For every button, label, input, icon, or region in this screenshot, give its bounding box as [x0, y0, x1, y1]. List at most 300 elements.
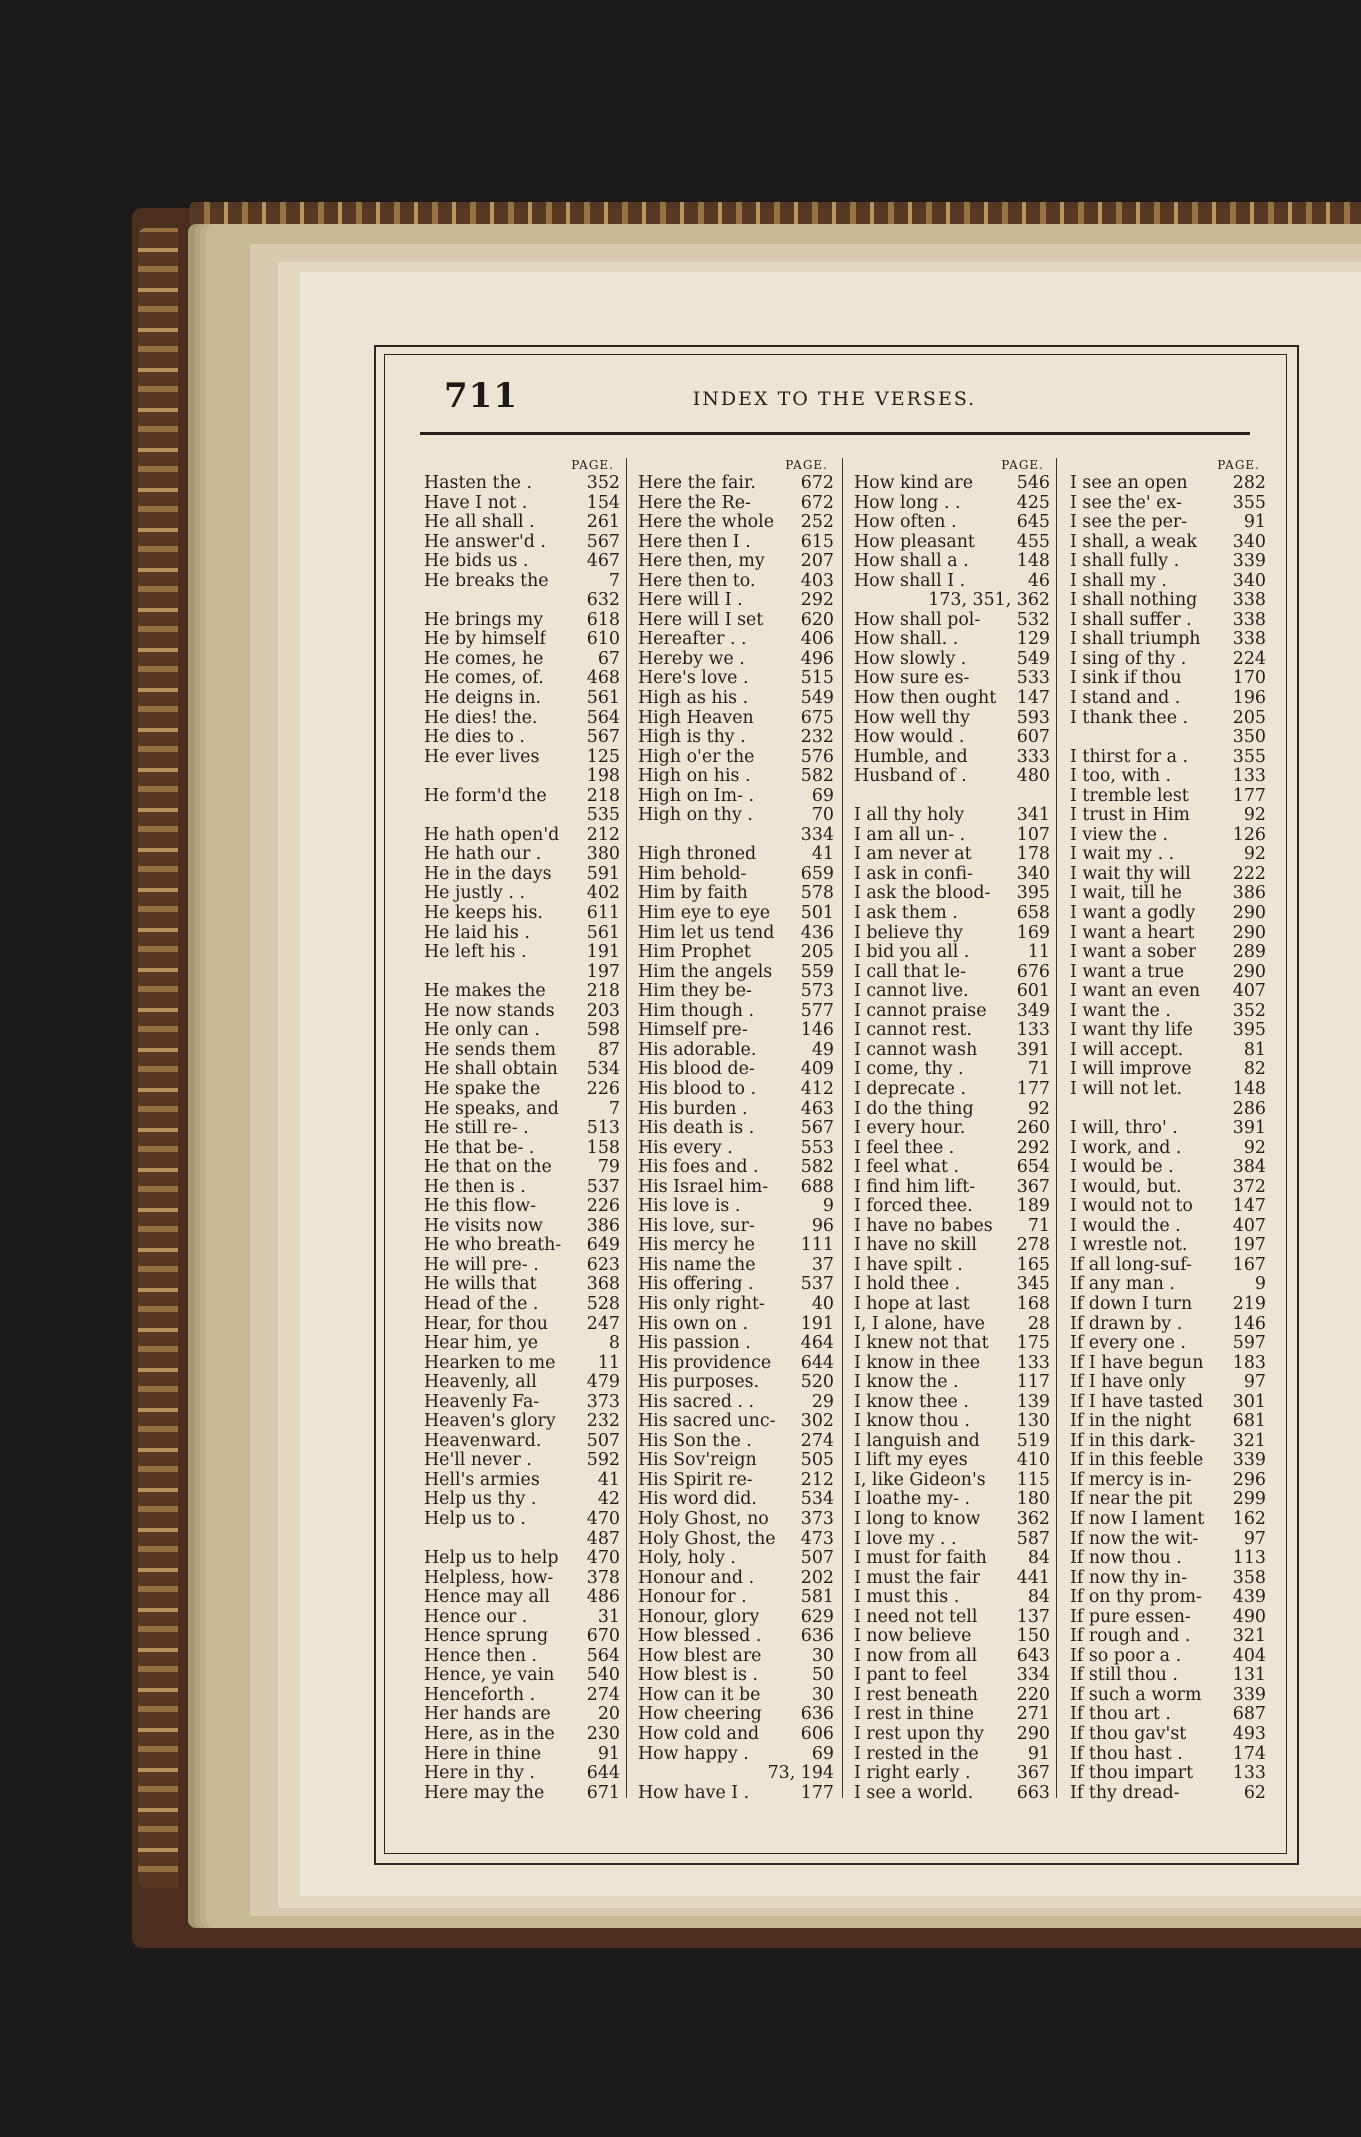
- index-entry: [854, 1021, 1050, 1041]
- entry-page: 567: [586, 532, 620, 552]
- index-entry: [1070, 1588, 1266, 1608]
- entry-page: 559: [800, 962, 834, 982]
- index-entry: [1070, 904, 1266, 924]
- entry-page: 549: [800, 689, 834, 709]
- index-entry: [1070, 1236, 1266, 1256]
- entry-page: 226: [586, 1079, 620, 1099]
- index-entry: [638, 709, 834, 729]
- entry-page: 218: [586, 786, 620, 806]
- entry-page: 338: [1232, 591, 1266, 611]
- entry-first-line: How slowly .: [854, 649, 967, 669]
- entry-first-line: How shall. .: [854, 630, 959, 650]
- index-entry: [638, 689, 834, 709]
- entry-first-line: Her hands are: [424, 1705, 551, 1725]
- entry-first-line: High as his .: [638, 689, 749, 709]
- index-entry: [638, 1490, 834, 1510]
- entry-page: 69: [811, 786, 834, 806]
- entry-first-line: I would the .: [1070, 1216, 1181, 1236]
- entry-first-line: Hear, for thou: [424, 1314, 548, 1334]
- entry-first-line: He now stands: [424, 1001, 555, 1021]
- index-entry: [424, 1021, 620, 1041]
- entry-first-line: He this flow-: [424, 1197, 537, 1217]
- entry-page: 230: [586, 1725, 620, 1744]
- index-entry: [638, 1647, 834, 1667]
- index-entry: [424, 1139, 620, 1159]
- entry-page: 92: [1243, 806, 1266, 826]
- entry-first-line: I rest in thine: [854, 1705, 974, 1725]
- entry-first-line: I want an even: [1070, 982, 1201, 1002]
- entry-page: 133: [1016, 1021, 1050, 1041]
- entry-page: 87: [597, 1040, 620, 1060]
- index-entry: [424, 845, 620, 865]
- entry-page: 191: [800, 1314, 834, 1334]
- index-entry: [638, 1725, 834, 1745]
- index-entry: [424, 1354, 620, 1374]
- index-entry: [854, 1393, 1050, 1413]
- entry-page: 553: [800, 1138, 834, 1158]
- entry-first-line: Heaven's glory: [424, 1412, 556, 1432]
- entry-first-line: His Son the .: [638, 1431, 752, 1451]
- index-entry: [1070, 884, 1266, 904]
- entry-page: 581: [800, 1588, 834, 1608]
- entry-first-line: He makes the: [424, 982, 546, 1002]
- entry-first-line: If thou hast .: [1070, 1744, 1183, 1764]
- entry-page: 592: [586, 1451, 620, 1471]
- entry-page: 520: [800, 1373, 834, 1393]
- header-rule: [420, 432, 1250, 435]
- entry-page: 289: [1232, 943, 1266, 963]
- index-entry: [854, 1784, 1050, 1804]
- entry-first-line: Hearken to me: [424, 1353, 556, 1373]
- entry-first-line: Here may the: [424, 1783, 545, 1803]
- index-entry: [424, 669, 620, 689]
- index-entry: [854, 1275, 1050, 1295]
- entry-first-line: I believe thy: [854, 923, 963, 943]
- entry-first-line: Him eye to eye: [638, 904, 771, 924]
- index-entry: [638, 1236, 834, 1256]
- index-entry: [1070, 845, 1266, 865]
- index-entry: [638, 1627, 834, 1647]
- index-entry: [854, 533, 1050, 553]
- entry-page: 69: [811, 1744, 834, 1764]
- entry-first-line: He still re- .: [424, 1119, 529, 1139]
- index-entry: [854, 709, 1050, 729]
- column-heading: PAGE.: [785, 458, 828, 472]
- entry-first-line: If I have begun: [1070, 1353, 1204, 1373]
- entry-page: 546: [1016, 474, 1050, 493]
- entry-page: 441: [1016, 1568, 1050, 1588]
- entry-page: 671: [586, 1783, 620, 1803]
- entry-first-line: I rest upon thy: [854, 1725, 984, 1744]
- entry-first-line: How long . .: [854, 493, 961, 513]
- entry-page: 350: [1232, 728, 1266, 748]
- entry-first-line: He that be- .: [424, 1138, 535, 1158]
- index-entry: [638, 1060, 834, 1080]
- entry-page: 129: [1016, 630, 1050, 650]
- entry-first-line: How cheering: [638, 1705, 762, 1725]
- entry-first-line: I ask in confi-: [854, 864, 973, 884]
- entry-first-line: I sing of thy .: [1070, 649, 1187, 669]
- entry-first-line: Here in thine: [424, 1744, 542, 1764]
- entry-first-line: His purposes.: [638, 1373, 760, 1393]
- entry-page: 643: [1016, 1646, 1050, 1666]
- index-entry: [424, 1647, 620, 1667]
- index-entry: [1070, 1432, 1266, 1452]
- entry-page: 455: [1016, 532, 1050, 552]
- entry-page: 644: [586, 1764, 620, 1784]
- entry-first-line: I must the fair: [854, 1568, 981, 1588]
- entry-first-line: I find him lift-: [854, 1177, 976, 1197]
- entry-first-line: If in this dark-: [1070, 1431, 1196, 1451]
- entry-page: 7: [608, 1099, 620, 1119]
- entry-first-line: I now from all: [854, 1646, 978, 1666]
- entry-page: 645: [1016, 513, 1050, 533]
- entry-page: 247: [586, 1314, 620, 1334]
- index-entry: [424, 1549, 620, 1569]
- entry-page: 367: [1016, 1764, 1050, 1784]
- index-entry: [424, 1627, 620, 1647]
- entry-page: 62: [1243, 1783, 1266, 1803]
- index-entry: [638, 669, 834, 689]
- index-entry: [638, 533, 834, 553]
- entry-page: 395: [1232, 1021, 1266, 1041]
- entry-first-line: I cannot wash: [854, 1040, 978, 1060]
- index-entry: [638, 1510, 834, 1530]
- index-entry: [424, 1119, 620, 1139]
- index-entry: [854, 1471, 1050, 1491]
- entry-first-line: He by himself: [424, 630, 546, 650]
- entry-first-line: How pleasant: [854, 532, 975, 552]
- index-entry: [424, 572, 620, 592]
- index-entry: [424, 689, 620, 709]
- entry-first-line: I hope at last: [854, 1294, 970, 1314]
- entry-page: 41: [597, 1470, 620, 1490]
- entry-page: 219: [1232, 1294, 1266, 1314]
- entry-first-line: Here's love .: [638, 669, 749, 689]
- entry-first-line: He justly . .: [424, 884, 525, 904]
- entry-page: 480: [1016, 767, 1050, 787]
- index-entry: [638, 1549, 834, 1569]
- entry-first-line: I sink if thou: [1070, 669, 1182, 689]
- index-entry: [854, 591, 1050, 611]
- entry-first-line: I would, but.: [1070, 1177, 1182, 1197]
- entry-page: 391: [1016, 1040, 1050, 1060]
- entry-first-line: I am all un- .: [854, 825, 966, 845]
- entry-page: 340: [1016, 864, 1050, 884]
- entry-page: 687: [1232, 1705, 1266, 1725]
- entry-page: 386: [586, 1216, 620, 1236]
- index-entry: [424, 1764, 620, 1784]
- index-entry: [638, 591, 834, 611]
- entry-first-line: I see an open: [1070, 474, 1188, 493]
- index-entry: [424, 1451, 620, 1471]
- index-entry: [854, 572, 1050, 592]
- entry-first-line: Here will I set: [638, 610, 764, 630]
- entry-first-line: If every one .: [1070, 1334, 1186, 1354]
- index-entry: [424, 709, 620, 729]
- entry-page: 146: [1232, 1314, 1266, 1334]
- entry-page: 564: [586, 708, 620, 728]
- entry-page: 290: [1232, 904, 1266, 924]
- entry-first-line: I know thou .: [854, 1412, 970, 1432]
- entry-page: 139: [1016, 1392, 1050, 1412]
- entry-first-line: Help us thy .: [424, 1490, 537, 1510]
- page-header: [384, 370, 1285, 430]
- entry-first-line: He laid his .: [424, 923, 530, 943]
- entry-page: 535: [586, 806, 620, 826]
- entry-first-line: Heavenly Fa-: [424, 1392, 540, 1412]
- entry-page: 425: [1016, 493, 1050, 513]
- entry-page: 534: [800, 1490, 834, 1510]
- entry-page: 92: [1243, 1138, 1266, 1158]
- index-entry: [1070, 1608, 1266, 1628]
- entry-page: 468: [586, 669, 620, 689]
- entry-page: 220: [1016, 1685, 1050, 1705]
- entry-first-line: Here the fair.: [638, 474, 756, 493]
- index-entry: [638, 1178, 834, 1198]
- entry-first-line: Heavenly, all: [424, 1373, 537, 1393]
- entry-first-line: He keeps his.: [424, 904, 543, 924]
- entry-first-line: I lift my eyes: [854, 1451, 968, 1471]
- index-entry: [638, 767, 834, 787]
- entry-page: 133: [1232, 1764, 1266, 1784]
- index-entry: [424, 943, 620, 963]
- entry-first-line: I cannot praise: [854, 1001, 987, 1021]
- entry-page: 338: [1232, 610, 1266, 630]
- index-column-3: [854, 456, 1050, 1803]
- entry-first-line: I view the .: [1070, 825, 1169, 845]
- entry-page: 549: [1016, 649, 1050, 669]
- entry-page: 384: [1232, 1158, 1266, 1178]
- index-entry: [424, 533, 620, 553]
- index-entry: [1070, 1315, 1266, 1335]
- entry-page: 464: [800, 1334, 834, 1354]
- index-entry: [854, 767, 1050, 787]
- entry-page: 73, 194: [767, 1764, 834, 1784]
- index-entry: [638, 1002, 834, 1022]
- entry-first-line: Hence may all: [424, 1588, 550, 1608]
- index-entry: [1070, 1275, 1266, 1295]
- entry-first-line: High on thy .: [638, 806, 753, 826]
- index-entry: [1070, 728, 1266, 748]
- index-entry: [424, 591, 620, 611]
- entry-first-line: I all thy holy: [854, 806, 965, 826]
- entry-page: 191: [586, 943, 620, 963]
- index-entry: [638, 1080, 834, 1100]
- index-entry: [1070, 1295, 1266, 1315]
- index-entry: [854, 1197, 1050, 1217]
- entry-first-line: Him though .: [638, 1001, 754, 1021]
- entry-first-line: I would be .: [1070, 1158, 1174, 1178]
- entry-page: 676: [1016, 962, 1050, 982]
- index-entry: [1070, 1686, 1266, 1706]
- entry-first-line: High is thy .: [638, 728, 746, 748]
- entry-first-line: I long to know: [854, 1509, 981, 1529]
- entry-first-line: Here will I .: [638, 591, 743, 611]
- entry-page: 672: [800, 474, 834, 493]
- index-entry: [424, 826, 620, 846]
- entry-first-line: If thou gav'st: [1070, 1725, 1187, 1744]
- index-entry: [854, 474, 1050, 494]
- entry-page: 165: [1016, 1255, 1050, 1275]
- index-entry: [1070, 748, 1266, 768]
- index-entry: [854, 1647, 1050, 1667]
- entry-page: 486: [586, 1588, 620, 1608]
- entry-page: 407: [1232, 982, 1266, 1002]
- entry-page: 654: [1016, 1158, 1050, 1178]
- index-entry: [424, 1236, 620, 1256]
- entry-page: 339: [1232, 1451, 1266, 1471]
- entry-first-line: I shall suffer .: [1070, 610, 1192, 630]
- entry-page: 487: [586, 1529, 620, 1549]
- index-entry: [1070, 1334, 1266, 1354]
- index-entry: [854, 845, 1050, 865]
- entry-page: 395: [1016, 884, 1050, 904]
- entry-first-line: I need not tell: [854, 1607, 978, 1627]
- entry-first-line: His providence: [638, 1353, 772, 1373]
- entry-page: 286: [1232, 1099, 1266, 1119]
- entry-page: 561: [586, 689, 620, 709]
- entry-first-line: He that on the: [424, 1158, 552, 1178]
- index-entry: [854, 1569, 1050, 1589]
- entry-first-line: I want thy life: [1070, 1021, 1193, 1041]
- index-entry: [854, 865, 1050, 885]
- entry-page: 173, 351, 362: [928, 591, 1050, 611]
- entry-first-line: I see the' ex-: [1070, 493, 1182, 513]
- entry-page: 623: [586, 1255, 620, 1275]
- entry-page: 567: [800, 1119, 834, 1139]
- entry-page: 67: [597, 649, 620, 669]
- entry-first-line: If now thy in-: [1070, 1568, 1188, 1588]
- entry-page: 352: [586, 474, 620, 493]
- entry-first-line: I want a godly: [1070, 904, 1196, 924]
- entry-first-line: I will, thro' .: [1070, 1119, 1178, 1139]
- entry-first-line: He bids us .: [424, 552, 529, 572]
- entry-first-line: Hence sprung: [424, 1627, 549, 1647]
- index-entry: [638, 1745, 834, 1765]
- index-entry: [1070, 1158, 1266, 1178]
- entry-first-line: If thou impart: [1070, 1764, 1194, 1784]
- entry-page: 137: [1016, 1607, 1050, 1627]
- index-entry: [638, 904, 834, 924]
- entry-page: 81: [1243, 1040, 1266, 1060]
- index-entry: [424, 1705, 620, 1725]
- entry-first-line: High throned: [638, 845, 757, 865]
- entry-first-line: I work, and .: [1070, 1138, 1182, 1158]
- entry-page: 148: [1016, 552, 1050, 572]
- index-entry: [638, 1666, 834, 1686]
- index-entry: [424, 1080, 620, 1100]
- entry-page: 610: [586, 630, 620, 650]
- entry-page: 338: [1232, 630, 1266, 650]
- index-entry: [638, 1705, 834, 1725]
- entry-page: 649: [586, 1236, 620, 1256]
- entry-first-line: I bid you all .: [854, 943, 970, 963]
- entry-page: 513: [586, 1119, 620, 1139]
- entry-first-line: If I have only: [1070, 1373, 1186, 1393]
- entry-page: 31: [597, 1607, 620, 1627]
- entry-page: 117: [1016, 1373, 1050, 1393]
- entry-page: 352: [1232, 1001, 1266, 1021]
- entry-page: 496: [800, 649, 834, 669]
- entry-first-line: I want a true: [1070, 962, 1185, 982]
- entry-page: 578: [800, 884, 834, 904]
- entry-page: 373: [586, 1392, 620, 1412]
- index-entry: [424, 1197, 620, 1217]
- entry-first-line: I have no skill: [854, 1236, 977, 1256]
- entry-page: 688: [800, 1177, 834, 1197]
- entry-first-line: His blood to .: [638, 1079, 756, 1099]
- entry-page: 197: [586, 962, 620, 982]
- entry-first-line: His burden .: [638, 1099, 748, 1119]
- index-entry: [638, 1686, 834, 1706]
- entry-page: 111: [800, 1236, 834, 1256]
- page-number: 711: [444, 376, 518, 416]
- entry-first-line: I rest beneath: [854, 1685, 978, 1705]
- index-entry: [1070, 826, 1266, 846]
- entry-page: 260: [1016, 1119, 1050, 1139]
- entry-page: 597: [1232, 1334, 1266, 1354]
- entry-page: 606: [800, 1725, 834, 1744]
- index-entry: [638, 1275, 834, 1295]
- entry-first-line: I wait my . .: [1070, 845, 1175, 865]
- entry-page: 534: [586, 1060, 620, 1080]
- entry-page: 91: [1243, 513, 1266, 533]
- index-entry: [854, 689, 1050, 709]
- entry-first-line: I wait thy will: [1070, 864, 1191, 884]
- entry-page: 598: [586, 1021, 620, 1041]
- entry-page: 296: [1232, 1470, 1266, 1490]
- entry-page: 372: [1232, 1177, 1266, 1197]
- index-entry: [638, 1021, 834, 1041]
- index-entry: [854, 748, 1050, 768]
- index-entry: [854, 1764, 1050, 1784]
- running-title: INDEX TO THE VERSES.: [692, 388, 977, 410]
- entry-page: 629: [800, 1607, 834, 1627]
- entry-page: 28: [1027, 1314, 1050, 1334]
- index-entry: [854, 924, 1050, 944]
- index-entry: [1070, 1002, 1266, 1022]
- index-entry: [854, 513, 1050, 533]
- entry-first-line: I love my . .: [854, 1529, 957, 1549]
- entry-page: 473: [800, 1529, 834, 1549]
- index-entry: [1070, 963, 1266, 983]
- entry-page: 341: [1016, 806, 1050, 826]
- entry-page: 507: [586, 1431, 620, 1451]
- entry-first-line: If such a worm: [1070, 1685, 1202, 1705]
- entry-page: 9: [1254, 1275, 1266, 1295]
- entry-page: 567: [586, 728, 620, 748]
- entry-first-line: I forced thee.: [854, 1197, 973, 1217]
- index-entry: [424, 1041, 620, 1061]
- entry-first-line: Hence, ye vain: [424, 1666, 555, 1686]
- index-entry: [1070, 1784, 1266, 1804]
- index-entry: [424, 1725, 620, 1745]
- entry-first-line: Here then I .: [638, 532, 751, 552]
- index-entry: [424, 884, 620, 904]
- entry-first-line: I stand and .: [1070, 689, 1181, 709]
- entry-page: 564: [586, 1646, 620, 1666]
- entry-first-line: I know the .: [854, 1373, 959, 1393]
- index-entry: [638, 865, 834, 885]
- index-entry: [854, 884, 1050, 904]
- index-entry: [854, 1100, 1050, 1120]
- index-entry: [1070, 1060, 1266, 1080]
- index-entry: [1070, 1705, 1266, 1725]
- entry-first-line: Heavenward.: [424, 1431, 542, 1451]
- entry-first-line: I every hour.: [854, 1119, 966, 1139]
- index-entry: [424, 1217, 620, 1237]
